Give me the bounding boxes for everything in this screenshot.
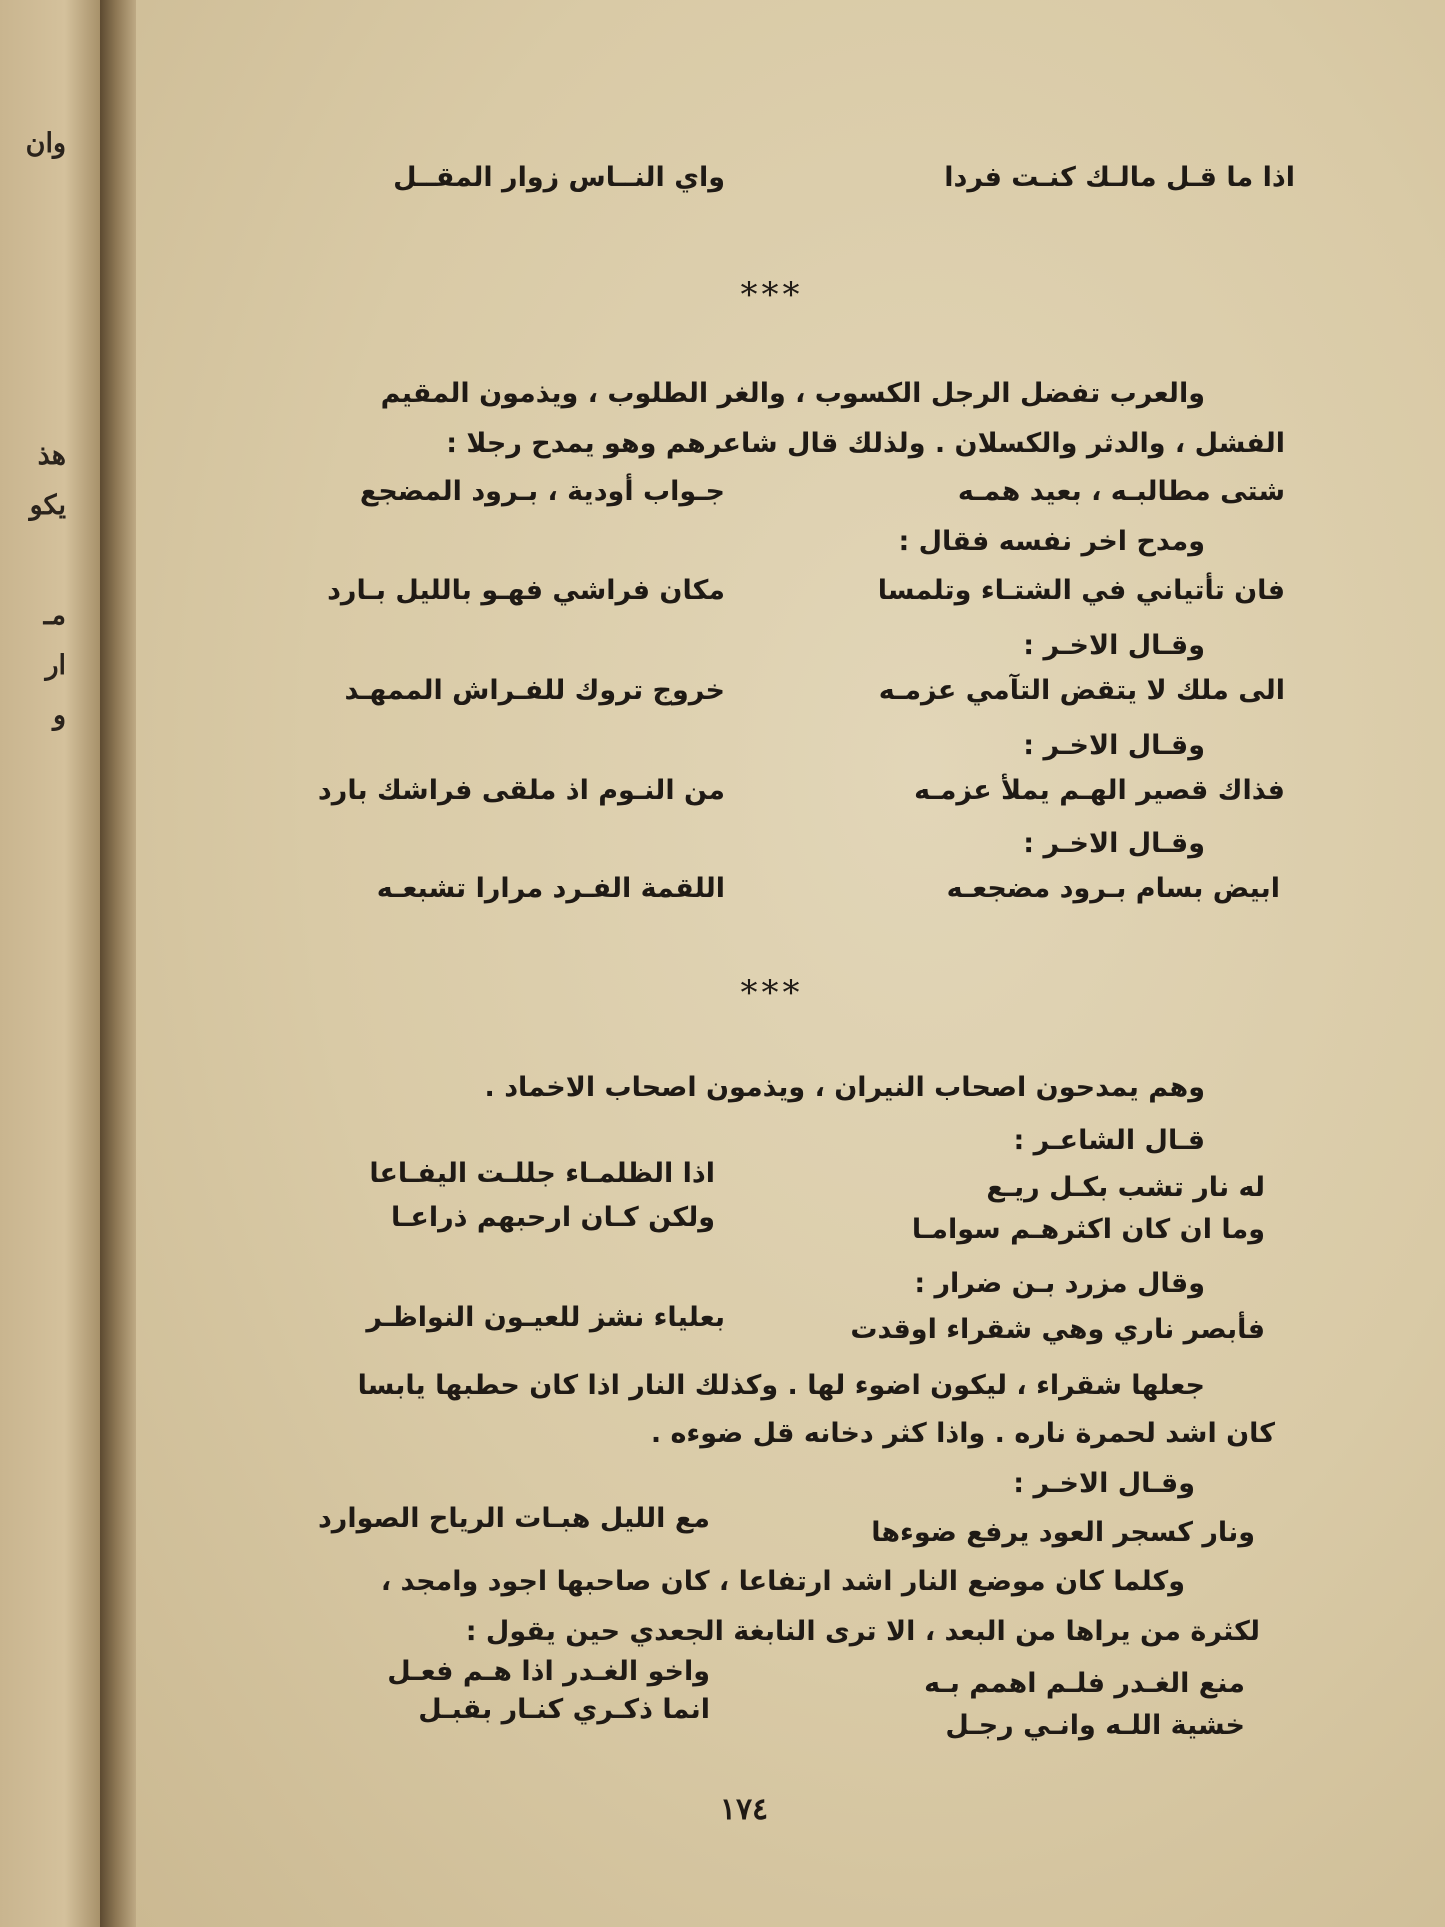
verse-hemistich-first: فأبصر ناري وهي شقراء اوقدت [850, 1314, 1265, 1345]
prose-line: جعلها شقراء ، ليكون اضوء لها . وكذلك النار اذا كان حطبها يابسا [357, 1370, 1205, 1401]
verse-intro: وقـال الاخـر : [1023, 828, 1205, 859]
left-page-fragment: مـ [43, 600, 66, 631]
verse-hemistich-second: اذا الظلمـاء جللـت اليفـاعا [369, 1158, 715, 1189]
verse-hemistich-second: واخو الغـدر اذا هـم فعـل [387, 1656, 710, 1687]
book-gutter [100, 0, 140, 1927]
verse-intro: وقـال الاخـر : [1023, 630, 1205, 661]
verse-hemistich-first: شتى مطالبـه ، بعيد همـه [957, 476, 1285, 507]
page-number: ١٧٤ [719, 1792, 769, 1827]
verse-hemistich-first: اذا ما قـل مالـك كنـت فردا [944, 162, 1295, 193]
verse-hemistich-first: فان تأتياني في الشتـاء وتلمسا [877, 575, 1285, 606]
left-page-fragment: ار [45, 650, 66, 681]
verse-hemistich-second: مع الليل هبـات الرياح الصوارد [317, 1503, 710, 1534]
section-separator: *** [740, 275, 804, 315]
verse-hemistich-second: واي النــاس زوار المقــل [393, 162, 725, 193]
verse-hemistich-second: انما ذكـري كنـار بقبـل [418, 1694, 710, 1725]
verse-hemistich-first: ونار كسجر العود يرفع ضوءها [871, 1517, 1255, 1548]
verse-hemistich-first: ابيض بسام بـرود مضجعـه [946, 873, 1280, 904]
verse-intro: وقـال الاخـر : [1023, 730, 1205, 761]
left-page-fragment: هذ [37, 440, 66, 471]
left-page-fragment: وان [25, 128, 66, 159]
verse-intro: وقـال الاخـر : [1013, 1468, 1195, 1499]
verse-intro: ومدح اخر نفسه فقال : [898, 526, 1205, 557]
right-page [136, 0, 1445, 1927]
prose-line: وهم يمدحون اصحاب النيران ، ويذمون اصحاب الاخماد . [484, 1072, 1205, 1103]
verse-hemistich-second: خروج تروك للفـراش الممهـد [344, 675, 725, 706]
verse-hemistich-second: بعلياء نشز للعيـون النواظـر [366, 1302, 725, 1333]
prose-line: وكلما كان موضع النار اشد ارتفاعا ، كان صاحبها اجود وامجد ، [380, 1566, 1185, 1597]
verse-intro: وقال مزرد بـن ضرار : [914, 1268, 1205, 1299]
verse-hemistich-second: اللقمة الفـرد مرارا تشبعـه [376, 873, 725, 904]
verse-hemistich-first: فذاك قصير الهـم يملأ عزمـه [914, 775, 1285, 806]
prose-line: كان اشد لحمرة ناره . واذا كثر دخانه قل ضوءه . [650, 1418, 1275, 1449]
left-page-fragment: يكو [29, 490, 66, 521]
verse-hemistich-first: الى ملك لا يتقض التآمي عزمـه [878, 675, 1285, 706]
verse-intro: قـال الشاعـر : [1013, 1125, 1205, 1156]
verse-hemistich-first: خشية اللـه وانـي رجـل [945, 1710, 1245, 1741]
verse-hemistich-second: من النـوم اذ ملقى فراشك بارد [317, 775, 725, 806]
prose-line: لكثرة من يراها من البعد ، الا ترى النابغة الجعدي حين يقول : [465, 1616, 1260, 1647]
verse-hemistich-first: له نار تشب بكـل ريـع [986, 1172, 1265, 1203]
prose-line: والعرب تفضل الرجل الكسوب ، والغر الطلوب ، ويذمون المقيم [380, 378, 1205, 409]
verse-hemistich-first: وما ان كان اكثرهـم سوامـا [911, 1214, 1265, 1245]
prose-line: الفشل ، والدثر والكسلان . ولذلك قال شاعرهم وهو يمدح رجلا : [446, 428, 1285, 459]
verse-hemistich-second: مكان فراشي فهـو بالليل بـارد [327, 575, 725, 606]
left-page-fragment: و [52, 700, 66, 731]
verse-hemistich-second: ولكن كـان ارحبهم ذراعـا [391, 1202, 715, 1233]
section-separator: *** [740, 973, 804, 1013]
verse-hemistich-second: جـواب أودية ، بـرود المضجع [359, 476, 725, 507]
verse-hemistich-first: منع الغـدر فلـم اهمم بـه [924, 1668, 1245, 1699]
